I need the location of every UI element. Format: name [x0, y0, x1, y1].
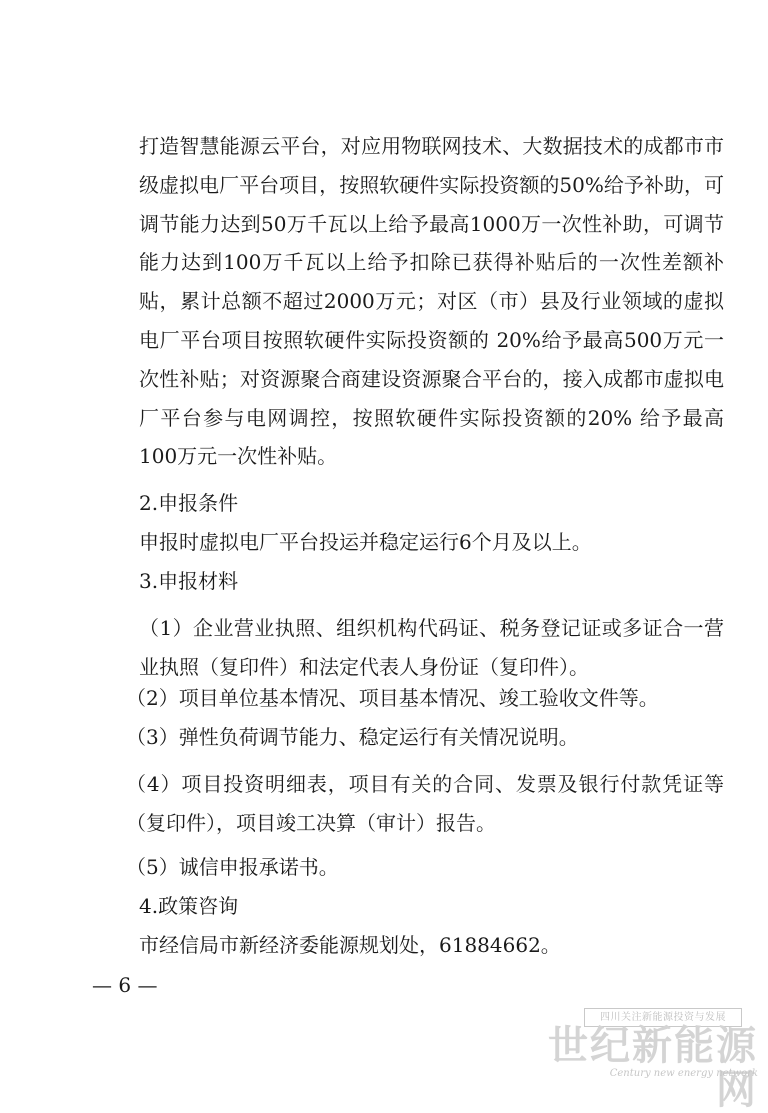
- page-number: — 6 —: [92, 973, 158, 997]
- item3-text: （3）弹性负荷调节能力、稳定运行有关情况说明。: [126, 725, 579, 749]
- section3-heading: 3.申报材料: [139, 569, 239, 593]
- item2-text: （2）项目单位基本情况、项目基本情况、竣工验收文件等。: [126, 686, 659, 710]
- intro-paragraph: 打造智慧能源云平台，对应用物联网技术、大数据技术的成都市市级虚拟电厂平台项目，按照软硬件实际投资额的50%给予补助，可调节能力达到50万千瓦以上给予最高1000万一次性补助，可调节能力达到100万千瓦以上给予扣除已获得补贴后的一次性差额补贴，累计总额不超过2000万元；对区（市）县及行业领域的虚拟电厂平台项目按照软硬件实际投资额的 20%给予最高500万元一次性补贴；对资源聚合商建设资源聚合平台的，接入成都市虚拟电厂平台参与电网调控，按照软硬件实际投资额的20% 给予最高100万元一次性补贴。: [139, 134, 724, 469]
- item1-text: （1）企业营业执照、组织机构代码证、税务登记证或多证合一营业执照（复印件）和法定代表人身份证（复印件）。: [139, 616, 724, 679]
- section2-text: 申报时虚拟电厂平台投运并稳定运行6个月及以上。: [139, 530, 592, 554]
- section4-text: 市经信局市新经济委能源规划处，61884662。: [139, 933, 561, 957]
- watermark-tag: 四川关注新能源投资与发展: [584, 1008, 742, 1027]
- section4-heading: 4.政策咨询: [139, 894, 239, 918]
- watermark-subtitle: Century new energy network: [609, 1068, 758, 1079]
- section2-heading: 2.申报条件: [139, 491, 239, 515]
- item4-text: （4）项目投资明细表，项目有关的合同、发票及银行付款凭证等（复印件），项目竣工决算（审计）报告。: [126, 772, 724, 835]
- item5-text: （5）诚信申报承诺书。: [126, 855, 339, 879]
- watermark-logo: 世纪新能源网: [548, 1023, 758, 1113]
